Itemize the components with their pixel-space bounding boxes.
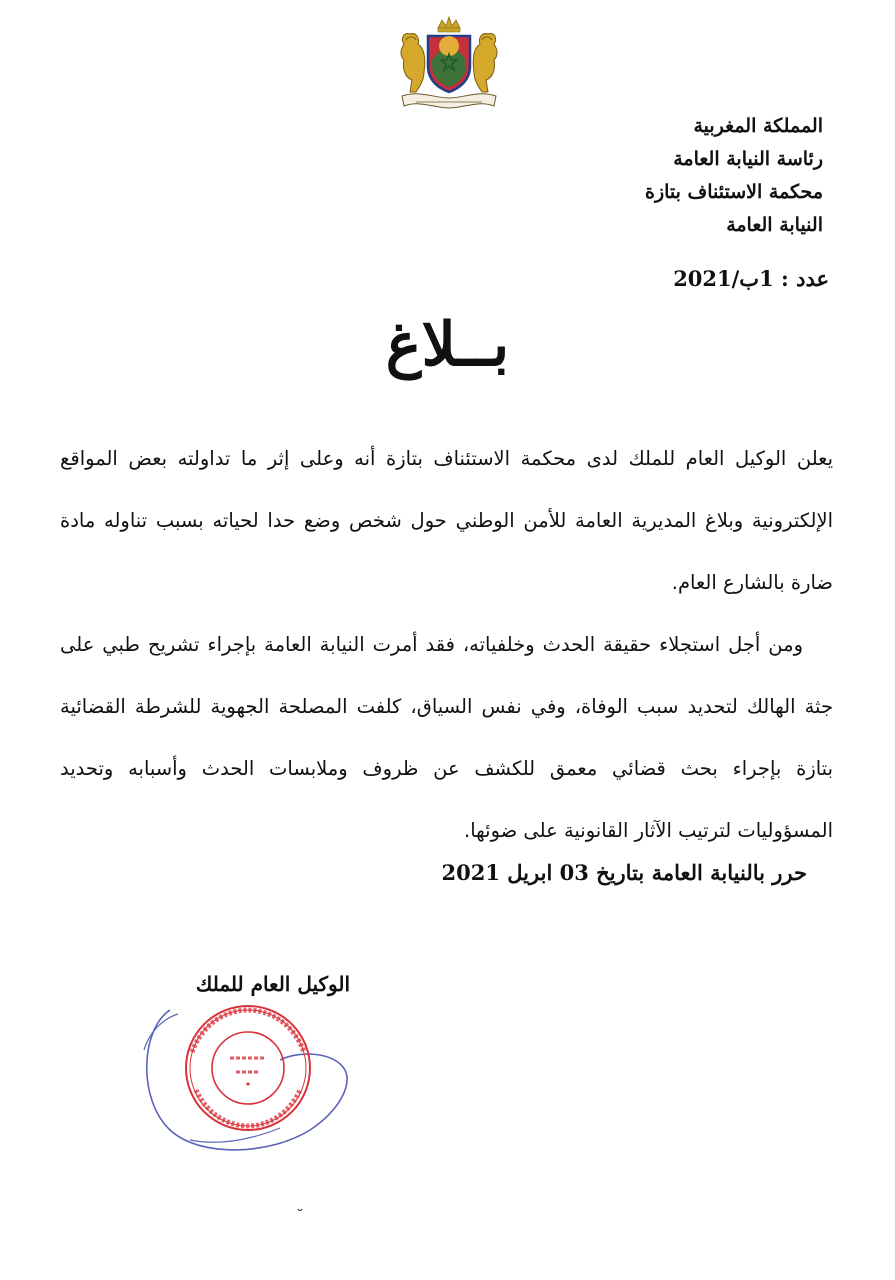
reference-label: عدد : <box>781 266 829 291</box>
official-seal-stamp <box>130 990 360 1160</box>
header-line-prosecution: النيابة العامة <box>726 214 823 236</box>
header-line-presidency: رئاسة النيابة العامة <box>673 148 823 170</box>
institution-header <box>463 110 823 242</box>
communique-body <box>60 428 833 862</box>
body-paragraph-2: ومن أجل استجلاء حقيقة الحدث وخلفياته، فقد أمرت النيابة العامة بإجراء تشريح طبي على جثة الهالك لتحديد سبب الوفاة، وفي نفس السياق، كلفت المصلحة الجهوية للشرطة القضائية بتازة بإجراء بحث قضائي معمق للكشف عن ظروف وملابسات الحدث وأسبابه وتحديد المسؤوليات لترتيب الآثار القانونية على ضوئها. <box>60 633 833 842</box>
reference-value: 1ب/2021 <box>673 266 774 291</box>
body-paragraph-1: يعلن الوكيل العام للملك لدى محكمة الاستئناف بتازة أنه وعلى إثر ما تداولته بعض المواقع الإلكترونية وبلاغ المديرية العامة للأمن الوطني حول شخص وضع حدا لحياته بسبب تناوله مادة ضارة بالشارع العام. <box>60 447 833 594</box>
reference-number <box>529 266 829 291</box>
pen-dot-mark <box>296 1206 304 1214</box>
royal-coat-of-arms-icon <box>390 14 508 110</box>
issue-date-line: حرر بالنيابة العامة بتاريخ 03 ابريل 2021 <box>441 860 807 885</box>
document-title: بــلاغ <box>385 310 510 380</box>
header-line-court: محكمة الاستئناف بتازة <box>645 181 823 203</box>
header-line-kingdom: المملكة المغربية <box>693 115 823 137</box>
signatory-title: الوكيل العام للملك <box>195 972 350 996</box>
